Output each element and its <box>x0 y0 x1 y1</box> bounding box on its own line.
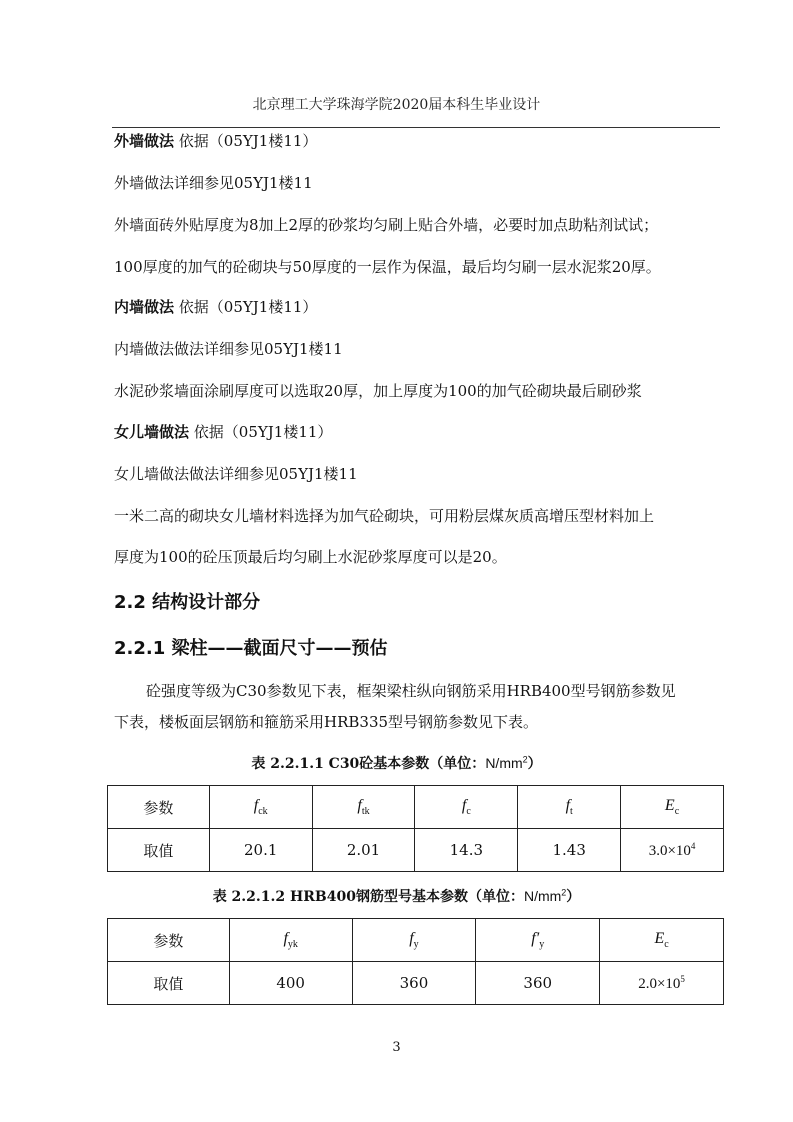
table1-value-ft: 1.43 <box>518 829 621 872</box>
table2-header-fy-prime-symbol: f′ <box>531 930 540 948</box>
intro-line-2: 下表，楼板面层钢筋和箍筋采用HRB335型号钢筋参数见下表。 <box>114 713 539 731</box>
inner-wall-heading: 内墙做法 <box>114 298 175 316</box>
table1-header-row <box>108 786 724 829</box>
table2-header-fyk-sub: yk <box>287 939 298 951</box>
table1-value-fck: 20.1 <box>209 829 312 872</box>
table2-header-fy-symbol: f <box>409 930 414 948</box>
table1-value-ftk: 2.01 <box>312 829 415 872</box>
table2-value-fyk: 400 <box>229 962 352 1005</box>
table2-header-ec-sub: c <box>664 939 669 951</box>
table2-header-ec-symbol: E <box>654 930 665 948</box>
table1-caption-text: 表 2.2.1.1 C30砼基本参数（单位： <box>251 756 486 772</box>
table2-value-fy: 360 <box>352 962 476 1005</box>
table2-es-exp: 5 <box>680 973 685 984</box>
table1-header-fc-sub: c <box>466 806 471 818</box>
outer-wall-heading-line <box>114 130 317 151</box>
table2-header-fy-prime <box>476 919 600 962</box>
table2-header-ec <box>600 919 724 962</box>
table1-header-ftk-sub: tk <box>361 806 370 818</box>
table1-header-ftk-symbol: f <box>357 797 362 815</box>
table1-header-fck <box>209 786 312 829</box>
table2-param-label: 参数 <box>108 919 230 962</box>
page-header: 北京理工大学珠海学院2020届本科生毕业设计 <box>252 97 541 113</box>
parapet-basis: 依据（05YJ1楼11） <box>193 423 333 441</box>
table1-caption <box>0 753 793 773</box>
parapet-detail: 女儿墙做法做法详细参见05YJ1楼11 <box>114 465 358 483</box>
table1 <box>107 785 724 872</box>
outer-wall-para-1: 外墙面砖外贴厚度为8加上2厚的砂浆均匀刷上贴合外墙，必要时加点助粘剂试试； <box>114 216 659 234</box>
outer-wall-basis: 依据（05YJ1楼11） <box>178 132 318 150</box>
table2-value-row <box>108 962 724 1005</box>
table1-header-ec-sub: c <box>674 806 680 818</box>
table2-header-fy-prime-sub: y <box>539 939 545 951</box>
table2-header-row <box>108 919 724 962</box>
table2-header-fyk <box>229 919 352 962</box>
table2-caption-end: ） <box>566 889 581 905</box>
intro-line-1: 砼强度等级为C30参数见下表，框架梁柱纵向钢筋采用HRB400型号钢筋参数见 <box>146 682 676 700</box>
table1-header-ec-symbol: E <box>664 797 675 815</box>
table1-value-label: 取值 <box>108 829 210 872</box>
table2-value-fy-prime: 360 <box>476 962 600 1005</box>
table1-header-ft-symbol: f <box>565 797 571 815</box>
table1-caption-end: ） <box>527 756 542 772</box>
table2-unit-exp: 2 <box>561 887 567 898</box>
table1-unit-text: N/mm <box>485 755 523 771</box>
table2-header-fy <box>352 919 476 962</box>
outer-wall-detail: 外墙做法详细参见05YJ1楼11 <box>114 174 313 192</box>
table2-header-fy-sub: y <box>413 939 419 951</box>
table1-unit <box>485 755 527 771</box>
table2-es-mantissa: 2.0×10 <box>638 975 681 992</box>
table1-header-fck-sub: ck <box>258 806 268 818</box>
table1-ec-mantissa: 3.0×10 <box>648 842 691 859</box>
table2-header-fyk-symbol: f <box>283 930 288 948</box>
parapet-para-1: 一米二高的砌块女儿墙材料选择为加气砼砌块，可用粉层煤灰质高增压型材料加上 <box>114 507 655 525</box>
table1-header-ec <box>621 786 724 829</box>
inner-wall-basis: 依据（05YJ1楼11） <box>178 298 318 316</box>
table1-ec-exp: 4 <box>690 840 696 851</box>
table2-unit <box>524 888 566 904</box>
page-number: 3 <box>392 1040 401 1055</box>
table1-header-ft-sub: t <box>570 806 573 818</box>
section-heading-2-2-1: 2.2.1 梁柱——截面尺寸——预估 <box>114 638 388 659</box>
outer-wall-para-2: 100厚度的加气的砼砌块与50厚度的一层作为保温，最后均匀刷一层水泥浆20厚。 <box>114 258 661 276</box>
table2-value-es <box>600 962 724 1005</box>
table2-unit-text: N/mm <box>523 888 562 904</box>
parapet-heading-line <box>114 421 332 442</box>
table1-value-row <box>108 829 724 872</box>
section-heading-2-2: 2.2 结构设计部分 <box>114 592 261 613</box>
outer-wall-heading: 外墙做法 <box>114 132 175 150</box>
header-rule <box>112 127 720 128</box>
table2 <box>107 918 724 1005</box>
table1-param-label: 参数 <box>108 786 210 829</box>
parapet-para-2: 厚度为100的砼压顶最后均匀刷上水泥砂浆厚度可以是20。 <box>114 548 507 566</box>
inner-wall-para-1: 水泥砂浆墙面涂刷厚度可以选取20厚，加上厚度为100的加气砼砌块最后刷砂浆 <box>114 382 642 400</box>
inner-wall-heading-line <box>114 296 317 317</box>
table1-header-fc <box>415 786 518 829</box>
parapet-heading: 女儿墙做法 <box>114 423 190 441</box>
table1-header-ftk <box>312 786 415 829</box>
inner-wall-detail: 内墙做法做法详细参见05YJ1楼11 <box>114 340 343 358</box>
table1-unit-exp: 2 <box>522 754 528 765</box>
table1-header-ft <box>518 786 621 829</box>
table1-header-fc-symbol: f <box>461 797 467 815</box>
table1-value-fc: 14.3 <box>415 829 518 872</box>
table1-value-ec <box>621 829 724 872</box>
table2-caption <box>0 886 793 906</box>
table2-value-label: 取值 <box>108 962 230 1005</box>
table2-caption-text: 表 2.2.1.2 HRB400钢筋型号基本参数（单位： <box>212 889 524 905</box>
table1-header-fck-symbol: f <box>253 797 259 815</box>
